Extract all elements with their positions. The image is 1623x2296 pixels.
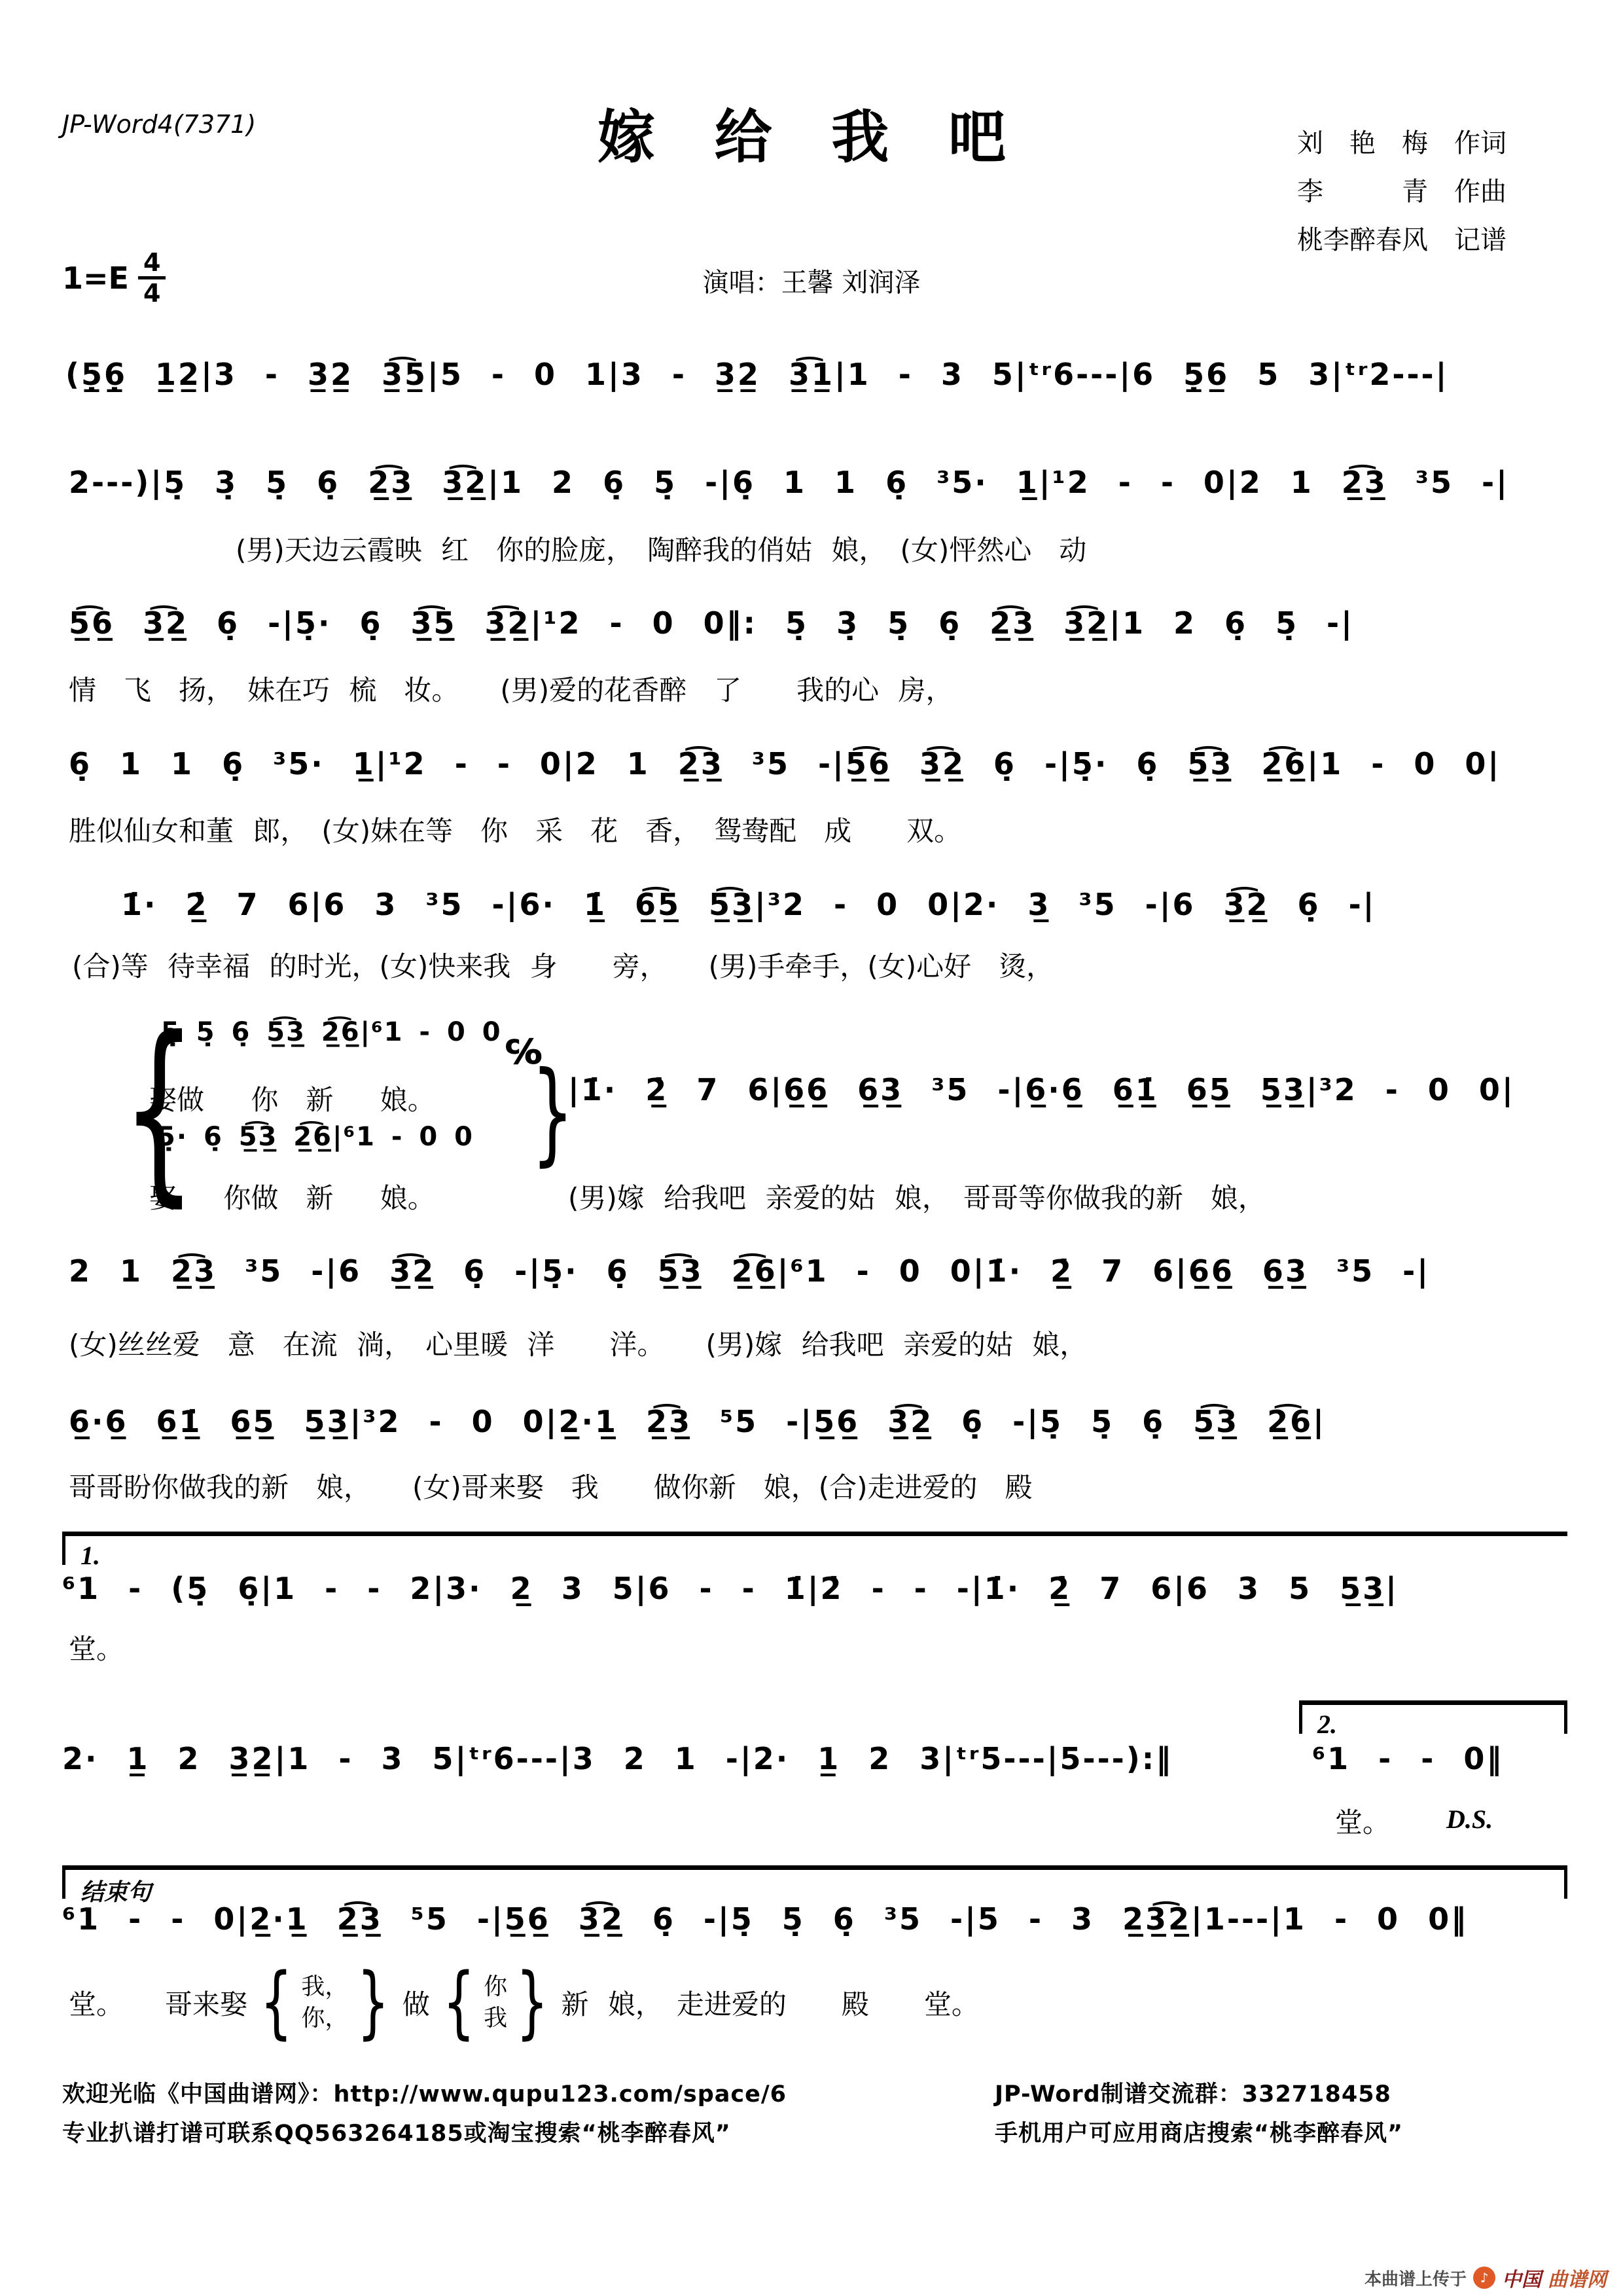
lyric-alternative-1: [251, 1957, 399, 2048]
watermark-text: 本曲谱上传于: [1364, 2269, 1467, 2289]
site-watermark: [1364, 2263, 1607, 2292]
close-brace: }: [531, 1048, 574, 1177]
alt2-top: 你: [484, 1973, 508, 2000]
first-ending-bracket: [62, 1532, 1567, 1570]
two-voice-system: [0, 996, 1623, 1237]
performer-line: 演唱：王馨 刘润泽: [702, 268, 921, 298]
volta-tick: [1564, 1870, 1567, 1899]
ending-phrase-label: 结束句: [80, 1879, 152, 1905]
continuation-notation: |1̇· 2̲̇ 7 6|6̲6̲ 6̲3̲ ³5 -|6̲·6̲ 6̲1̲̇ 6̲5̲ 5̲3̲|³2 - 0 0|: [568, 1072, 1515, 1107]
voice2-notation: 5̣· 6̣ 5̲͡3̲ 2̲͡6̲|⁶1 - 0 0: [157, 1122, 474, 1152]
meter-denominator: 4: [143, 279, 161, 308]
alt-close-brace: }: [357, 1957, 390, 2048]
lyrics-line-7: (女)丝丝爱 意 在流 淌， 心里暖 洋 洋。 (男)嫁 给我吧 亲爱的姑 娘，: [69, 1329, 1088, 1361]
notation-line-8: 6̲·6̲ 6̲1̲̇ 6̲5̲ 5̲3̲|³2 - 0 0|2̲·1̲ 2̲͡3̲ ⁵5 -|5̲6̲ 3̲͡2̲ 6̣ -|5̣ 5̣ 6̣ 5̲͡3̲ 2̲͡6̲|: [69, 1404, 1326, 1439]
footer-site-line: 欢迎光临《中国曲谱网》：http://www.qupu123.com/space/6: [62, 2081, 787, 2108]
credits-block: [1297, 119, 1507, 264]
notation-line-4: 6̣ 1 1 6̣ ³5· 1̲|¹2 - - 0|2 1 2̲͡3̲ ³5 -|5̲͡6̲ 3̲͡2̲ 6̣ -|5̣· 6̣ 5̲͡3̲ 2̲͡6̲|1 - 0 0|: [69, 746, 1501, 781]
voice1-notation: 5̣ 5̣ 6̣ 5̲͡3̲ 2̲͡6̲|⁶1 - 0 0: [161, 1017, 502, 1047]
composer-credit: 李 青 作曲: [1297, 177, 1507, 207]
notation-line-11: ⁶1 - - 0|2̲·1̲ 2̲͡3̲ ⁵5 -|5̲6̲ 3̲͡2̲ 6̣ -|5̣ 5̣ 6̣ ³5 -|5 - 3 2̲3̲͡2̲|1---|1 - 0 0‖: [62, 1901, 1469, 1937]
second-ending-notation: ⁶1 - - 0‖: [1312, 1741, 1504, 1776]
volta-tick: [1299, 1705, 1302, 1734]
notation-line-7: 2 1 2̲͡3̲ ³5 -|6 3̲͡2̲ 6̣ -|5̣· 6̣ 5̲͡3̲ 2̲͡6̲|⁶1 - 0 0|1̇· 2̲̇ 7 6|6̲6̲ 6̲3̲ ³5 -|: [69, 1253, 1431, 1289]
second-ending-bracket: [1299, 1700, 1567, 1739]
lyricist-credit: 刘 艳 梅 作词: [1297, 128, 1507, 158]
voice1-lyrics: 娶做 你 新 娘。: [149, 1084, 435, 1116]
voice2-lyrics: 娶 你做 新 娘。: [149, 1182, 435, 1214]
notation-line-3: 5̲͡6̲ 3̲͡2̲ 6̣ -|5̣· 6̣ 3̲͡5̲ 3̲͡2̲|¹2 - 0 0‖: 5̣ 3̣ 5̣ 6̣ 2̲͡3̲ 3̲͡2̲|1 2 6̣ 5̣ -|: [69, 605, 1354, 641]
lyrics-line-2: (男)天边云霞映 红 你的脸庞， 陶醉我的俏姑 娘， (女)怦然心 动: [236, 534, 1087, 566]
continuation-lyrics: (男)嫁 给我吧 亲爱的姑 娘， 哥哥等你做我的新 娘，: [568, 1182, 1266, 1214]
qupu-logo-icon: ♪: [1473, 2267, 1495, 2289]
notation-line-9: ⁶1 - (5̣ 6̣|1 - - 2|3· 2̲ 3 5|6 - - 1̇|2̇ - - -|1̇· 2̲̇ 7 6|6 3 5 5̲3̲|: [62, 1571, 1399, 1606]
lyrics-line-3: 情 飞 扬， 妹在巧 梳 妆。 (男)爱的花香醉 了 我的心 房，: [69, 674, 954, 706]
lyrics-line-11: [69, 1957, 979, 2048]
key-label: 1=E: [62, 260, 129, 296]
first-ending-label: 1.: [80, 1541, 100, 1570]
footer-appstore-line: 手机用户可应用商店搜索“桃李醉春风”: [995, 2121, 1404, 2147]
alt1-bottom: 你，: [301, 2005, 349, 2032]
lyrics-line-8: 哥哥盼你做我的新 娘， (女)哥来娶 我 做你新 娘，(合)走进爱的 殿: [69, 1471, 1033, 1503]
watermark-brand-cn: 中国: [1502, 2269, 1541, 2291]
app-version-label: JP-Word4(7371): [62, 110, 257, 139]
footer-group-line: JP-Word制谱交流群：332718458: [995, 2081, 1391, 2108]
segno-mark: ℅: [505, 1033, 543, 1072]
lyrics-line-5: (合)等 待幸福 的时光，(女)快来我 身 旁， (男)手牵手，(女)心好 烫，: [72, 950, 1054, 982]
notation-line-5: 1̇· 2̲̇ 7 6|6 3 ³5 -|6· 1̲̇ 6̲͡5̲ 5̲͡3̲|³2 - 0 0|2· 3̲ ³5 -|6 3̲͡2̲ 6̣ -|: [121, 887, 1376, 922]
footer-contact-line: 专业扒谱打谱可联系QQ563264185或淘宝搜索“桃李醉春风”: [62, 2121, 731, 2147]
ending-phrase-bracket: [62, 1865, 1567, 1905]
lyrics-line-9: 堂。: [69, 1633, 124, 1665]
second-ending-label: 2.: [1317, 1710, 1337, 1739]
volta-tick: [62, 1870, 65, 1899]
lyric-alternative-2: [434, 1957, 558, 2048]
lyrics-line-10: 堂。: [1335, 1806, 1391, 1839]
meter-numerator: 4: [138, 249, 166, 279]
watermark-brand-rest: 曲谱网: [1548, 2269, 1607, 2291]
lyrics-line-4: 胜似仙女和董 郎， (女)妹在等 你 采 花 香， 鸳鸯配 成 双。: [69, 815, 962, 847]
ending-lyrics-after: 新 娘， 走进爱的 殿 堂。: [561, 1988, 979, 2020]
notation-line-2: 2---)|5̣ 3̣ 5̣ 6̣ 2̲͡3̲ 3̲͡2̲|1 2 6̣ 5̣ -|6̣ 1 1 6̣ ³5· 1̲|¹2 - - 0|2 1 2̲͡3̲ ³5 -|: [69, 465, 1509, 500]
notation-line-1: (5̣̲6̣̲ 1̲2̲|3 - 3̲2̲ 3̲͡5̲|5 - 0 1|3 - 3̲2̲ 3̲͡1̲|1 - 3 5|ᵗʳ6---|6 5̣̲6̲ 5 3|ᵗʳ2---|: [65, 357, 1449, 392]
alt-close-brace: }: [516, 1957, 549, 2048]
transcriber-credit: 桃李醉春风 记谱: [1297, 225, 1507, 255]
alt-open-brace: {: [260, 1957, 293, 2048]
notation-line-10: 2· 1̲ 2 3̲2̲|1 - 3 5|ᵗʳ6---|3 2 1 -|2· 1̲ 2 3|ᵗʳ5---|5---):‖: [62, 1741, 1173, 1776]
alt-open-brace: {: [442, 1957, 475, 2048]
volta-tick: [62, 1536, 65, 1565]
alt2-bottom: 我: [484, 2005, 508, 2032]
open-brace: {: [122, 996, 197, 1224]
dal-segno-mark: D.S.: [1446, 1804, 1493, 1834]
ending-lyrics-mid: 做: [402, 1988, 430, 2020]
volta-tick: [1564, 1705, 1567, 1734]
alt1-top: 我，: [301, 1973, 349, 2000]
ending-lyrics-before: 堂。 哥来娶: [69, 1988, 248, 2020]
song-title: 嫁 给 我 吧: [597, 103, 1026, 171]
